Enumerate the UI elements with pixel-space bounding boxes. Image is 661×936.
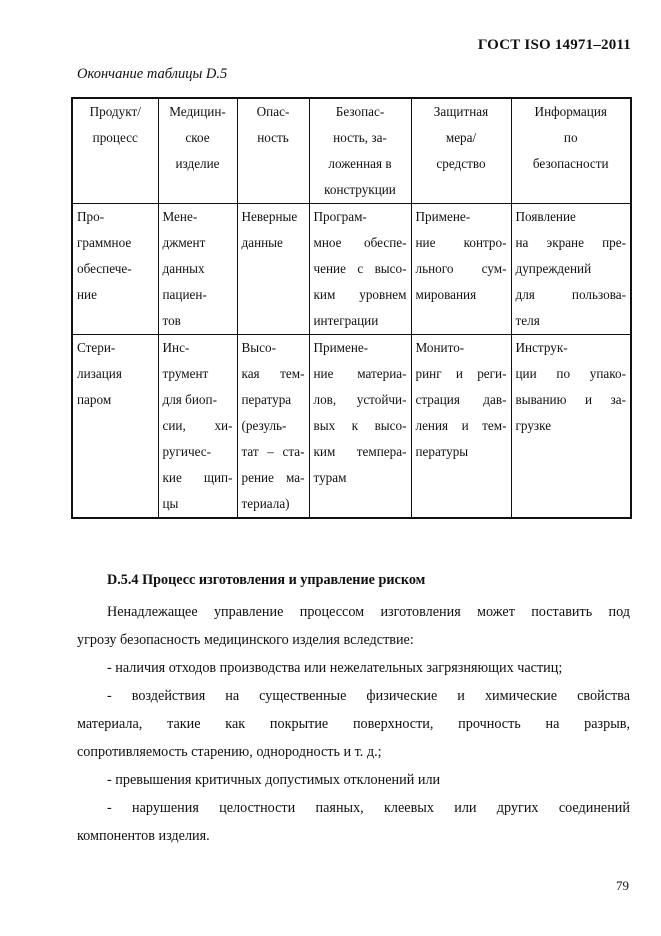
table-row <box>72 204 631 335</box>
page-number: 79 <box>616 878 629 893</box>
cell-device: Мене- джмент данных пациен- тов <box>158 204 237 335</box>
header-product-process: Продукт/ процесс <box>72 98 158 204</box>
cell-device: Инс- трумент для биоп- сии, хи- ругичес- кие щип- цы <box>158 335 237 519</box>
risk-table <box>71 97 632 519</box>
cell-product: Стери- лизация паром <box>72 335 158 519</box>
cell-protective-measure: Примене- ние контро- льного сум- мирования <box>411 204 511 335</box>
header-inherent-safety: Безопас- ность, за- ложенная в конструкции <box>309 98 411 204</box>
intro-paragraph: Ненадлежащее управление процессом изготовления может поставить под угрозу безопасность медицинского изделия вследствие: <box>77 604 630 648</box>
cell-inherent-safety: Програм- мное обеспе- чение с высо- ким уровнем интеграции <box>309 204 411 335</box>
table-header-row <box>72 98 631 204</box>
table-caption: Окончание таблицы D.5 <box>77 66 228 82</box>
cell-hazard: Высо- кая тем- пература (резуль- тат – ста- рение ма- териала) <box>237 335 309 519</box>
header-protective-measure: Защитная мера/ средство <box>411 98 511 204</box>
cell-safety-information: Инструк- ции по упако- выванию и за- грузке <box>511 335 631 519</box>
document-code-header: ГОСТ ISO 14971–2011 <box>477 37 631 53</box>
list-item: - наличия отходов производства или нежелательных загрязняющих частиц; <box>107 660 563 676</box>
list-item: - воздействия на существенные физические и химические свойства материала, такие как покрытие поверхности, прочность на разрыв, сопротивляемость старению, однородность и т. д.; <box>77 688 630 760</box>
header-hazard: Опас- ность <box>237 98 309 204</box>
header-safety-information: Информация по безопасности <box>511 98 631 204</box>
section-heading: D.5.4 Процесс изготовления и управление риском <box>107 572 426 588</box>
cell-safety-information: Появление на экране пре- дупреждений для пользова- теля <box>511 204 631 335</box>
table-row <box>72 335 631 519</box>
list-item: - нарушения целостности паяных, клеевых или других соединений компонентов изделия. <box>77 800 630 844</box>
cell-protective-measure: Монито- ринг и реги- страция дав- ления и тем- пературы <box>411 335 511 519</box>
cell-inherent-safety: Примене- ние материа- лов, устойчи- вых к высо- ким темпера- турам <box>309 335 411 519</box>
header-medical-device: Медицин- ское изделие <box>158 98 237 204</box>
cell-hazard: Неверные данные <box>237 204 309 335</box>
list-item: - превышения критичных допустимых отклонений или <box>107 772 441 788</box>
cell-product: Про- граммное обеспече- ние <box>72 204 158 335</box>
